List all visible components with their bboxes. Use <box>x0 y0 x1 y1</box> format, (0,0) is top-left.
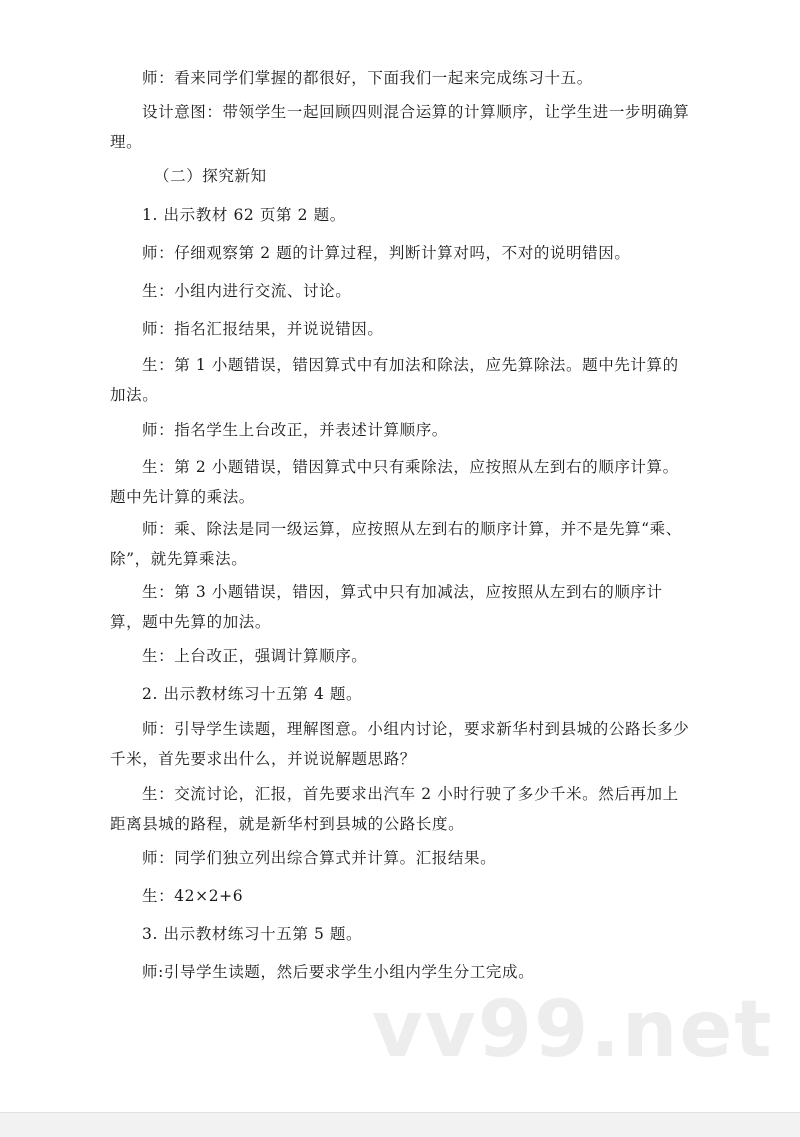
section-heading: （二）探究新知 <box>154 167 267 185</box>
paragraph: 师：指名学生上台改正，并表述计算顺序。 <box>142 421 448 439</box>
paragraph: 2. 出示教材练习十五第 4 题。 <box>142 685 363 703</box>
page-bottom-edge <box>0 1112 800 1137</box>
paragraph: 生：42×2+6 <box>142 887 244 905</box>
paragraph: 师:引导学生读题，然后要求学生小组内学生分工完成。 <box>142 963 535 981</box>
paragraph: 3. 出示教材练习十五第 5 题。 <box>142 925 363 943</box>
paragraph: 生：交流讨论，汇报，首先要求出汽车 2 小时行驶了多少千米。然后再加上距离县城的路程，就是新华村到县城的公路长度。 <box>110 785 679 833</box>
paragraph: 生：第 1 小题错误，错因算式中有加法和除法，应先算除法。题中先计算的加法。 <box>110 356 679 404</box>
paragraph: 师：引导学生读题，理解图意。小组内讨论，要求新华村到县城的公路长多少千米，首先要求出什么，并说说解题思路？ <box>110 720 690 768</box>
paragraph: 师：指名汇报结果，并说说错因。 <box>142 320 384 338</box>
paragraph: 师：看来同学们掌握的都很好，下面我们一起来完成练习十五。 <box>142 69 593 87</box>
paragraph: 生：第 2 小题错误，错因算式中只有乘除法，应按照从左到右的顺序计算。题中先计算的乘法。 <box>110 458 679 506</box>
paragraph: 1. 出示教材 62 页第 2 题。 <box>142 206 346 224</box>
paragraph: 设计意图：带领学生一起回顾四则混合运算的计算顺序，让学生进一步明确算理。 <box>110 103 690 151</box>
paragraph: 师：仔细观察第 2 题的计算过程，判断计算对吗，不对的说明错因。 <box>142 244 631 262</box>
paragraph: 生：第 3 小题错误，错因，算式中只有加减法，应按照从左到右的顺序计算，题中先算的加法。 <box>110 583 663 631</box>
paragraph: 生：上台改正，强调计算顺序。 <box>142 647 368 665</box>
paragraph: 生：小组内进行交流、讨论。 <box>142 282 352 300</box>
paragraph: 师：乘、除法是同一级运算，应按照从左到右的顺序计算，并不是先算“乘、除”，就先算乘法。 <box>110 520 682 568</box>
paragraph: 师：同学们独立列出综合算式并计算。汇报结果。 <box>142 849 497 867</box>
watermark: vv99.net <box>372 985 774 1075</box>
